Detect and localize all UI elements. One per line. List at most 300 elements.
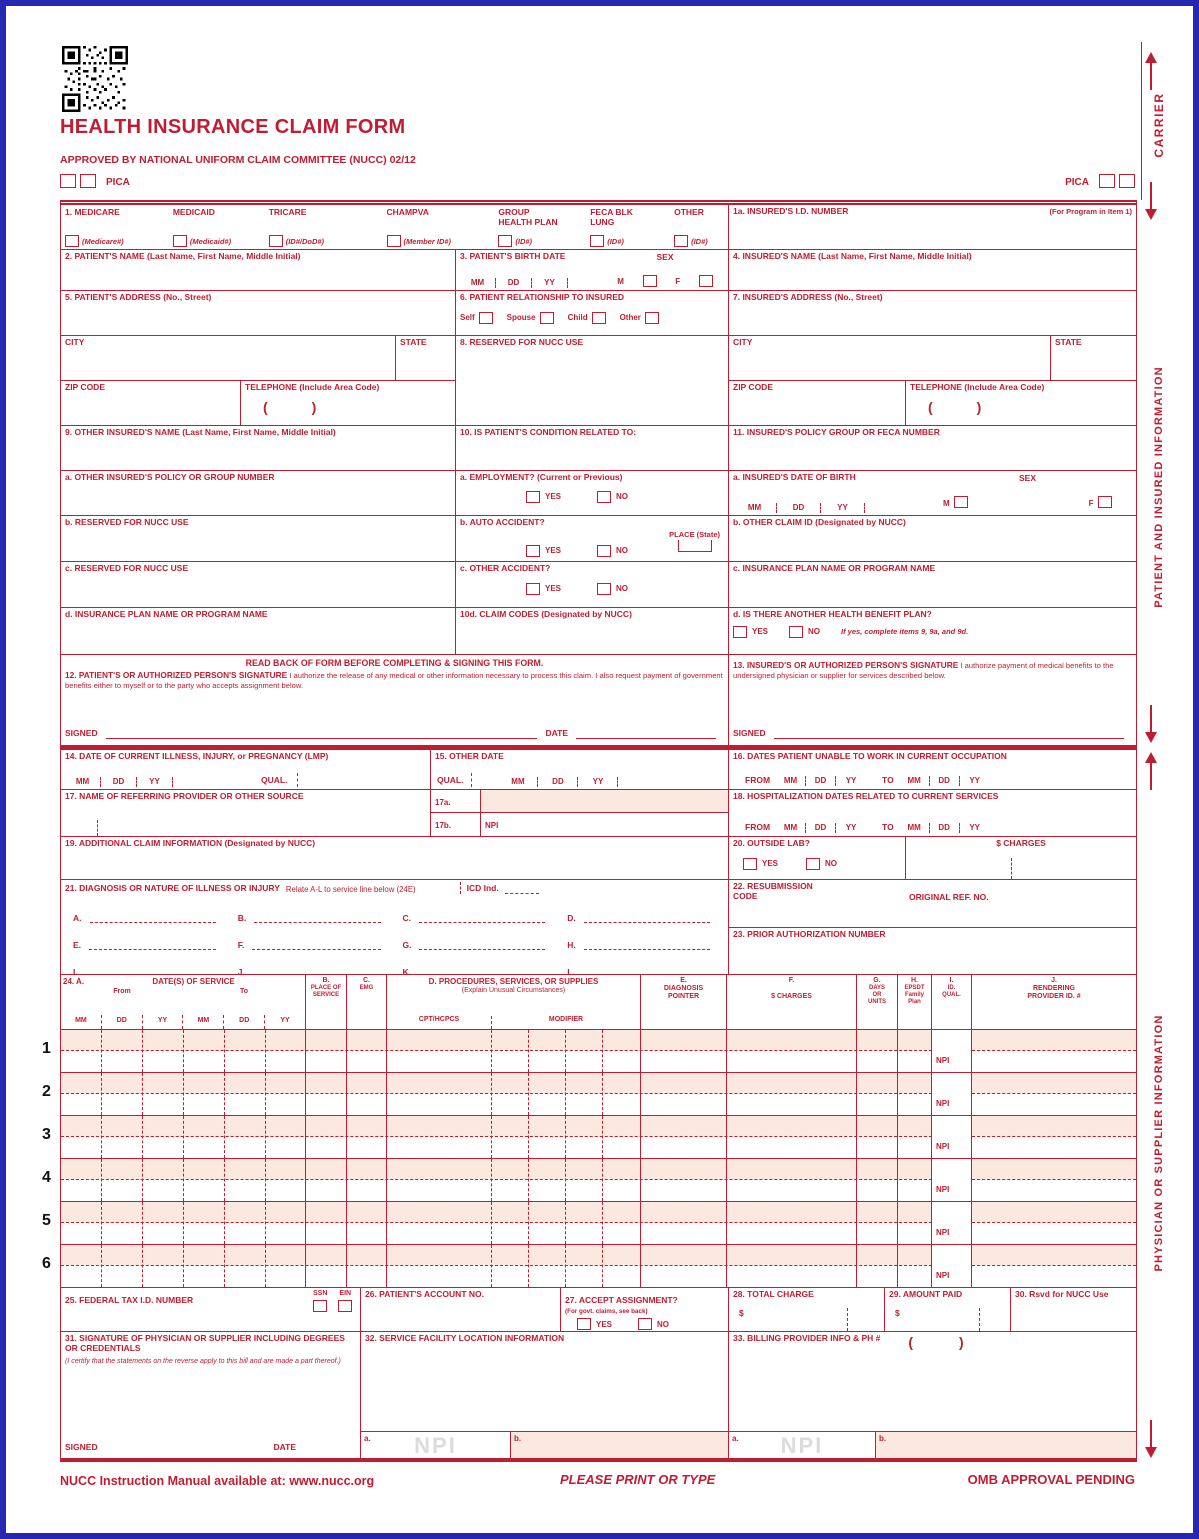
- box1-program-selection[interactable]: [61, 205, 729, 249]
- svc2-emg[interactable]: [347, 1073, 387, 1115]
- box25-federal-tax-id[interactable]: [61, 1288, 361, 1331]
- box6-relationship[interactable]: [456, 291, 729, 335]
- svc6-diagnosis-pointer[interactable]: [641, 1245, 727, 1287]
- outside-lab-area[interactable]: [729, 837, 906, 879]
- resubmission-code-label: CODE: [733, 890, 758, 901]
- box7-insured-address[interactable]: [729, 291, 1136, 335]
- svc6-modifier-3[interactable]: [566, 1245, 603, 1287]
- svc5-modifier-1[interactable]: [492, 1202, 529, 1244]
- claim-codes-label: 10d. CLAIM CODES (Designated by NUCC): [460, 609, 632, 619]
- insured-birthdate-dd-slot[interactable]: DD: [777, 503, 821, 513]
- work-from-mm-slot[interactable]: MM: [776, 776, 806, 786]
- svc1-date-dd-from[interactable]: [102, 1030, 143, 1072]
- svc2-diagnosis-pointer[interactable]: [641, 1073, 727, 1115]
- svc1-date-mm-from[interactable]: [61, 1030, 102, 1072]
- service-line-1[interactable]: [42, 1030, 1136, 1073]
- svc4-modifier-4[interactable]: [603, 1159, 641, 1201]
- svc1-place-of-service[interactable]: [306, 1030, 347, 1072]
- patient-account-label: 26. PATIENT'S ACCOUNT NO.: [365, 1289, 484, 1299]
- svc2-cpt-hcpcs[interactable]: [387, 1073, 492, 1115]
- feca-label: FECA BLK LUNG: [590, 207, 633, 227]
- svc6-date-yy-to[interactable]: [266, 1245, 306, 1287]
- relationship-other-checkbox[interactable]: [645, 312, 659, 324]
- other-benefit-no-checkbox[interactable]: [789, 626, 803, 638]
- ein-checkbox[interactable]: [338, 1300, 352, 1312]
- svc4-days-units[interactable]: [857, 1159, 898, 1201]
- th-rendering-provider: [972, 975, 1136, 1029]
- box4-insured-name[interactable]: [729, 250, 1136, 290]
- svc3-cpt-hcpcs[interactable]: [387, 1116, 492, 1158]
- svc3-date-yy-from[interactable]: [143, 1116, 184, 1158]
- diagnosis-l[interactable]: [559, 959, 724, 974]
- svc4-date-dd-from[interactable]: [102, 1159, 143, 1201]
- diagnosis-a[interactable]: [65, 905, 230, 923]
- work-from-yy-slot[interactable]: YY: [845, 776, 857, 785]
- svc1-emg[interactable]: [347, 1030, 387, 1072]
- box32-service-facility[interactable]: [361, 1332, 729, 1458]
- readback-notice: READ BACK OF FORM BEFORE COMPLETING & SIGNING THIS FORM.: [245, 658, 544, 668]
- other-program-checkbox[interactable]: [674, 235, 688, 247]
- box11-policy-group[interactable]: [729, 426, 1136, 470]
- icd-indicator-slot[interactable]: [505, 882, 539, 894]
- svc4-emg[interactable]: [347, 1159, 387, 1201]
- svc4-date-mm-to[interactable]: [184, 1159, 225, 1201]
- other-date-dd-slot[interactable]: DD: [538, 777, 578, 787]
- champva-sublabel: (Member ID#): [403, 236, 452, 246]
- svc5-rendering-provider-id[interactable]: [972, 1202, 1136, 1244]
- svc3-date-yy-to[interactable]: [266, 1116, 306, 1158]
- facility-b-label: b.: [514, 1434, 522, 1443]
- svc1-diagnosis-pointer[interactable]: [641, 1030, 727, 1072]
- other-accident-no-checkbox[interactable]: [597, 583, 611, 595]
- svc5-diagnosis-pointer[interactable]: [641, 1202, 727, 1244]
- svc4-diagnosis-pointer[interactable]: [641, 1159, 727, 1201]
- illness-dd-slot[interactable]: DD: [101, 777, 137, 787]
- patient-sex-m-label: M: [617, 276, 624, 286]
- box19-additional-claim-info[interactable]: [61, 837, 729, 879]
- patient-signature-date-line[interactable]: [576, 729, 716, 739]
- service-line-3[interactable]: [42, 1116, 1136, 1159]
- svc4-modifier-1[interactable]: [492, 1159, 529, 1201]
- box29-amount-paid[interactable]: [885, 1288, 1011, 1331]
- hosp-from-dd-slot[interactable]: DD: [806, 823, 836, 833]
- box9b-reserved[interactable]: [61, 516, 456, 561]
- service-npi-label: NPI: [936, 1228, 950, 1237]
- relationship-other-label: Other: [619, 313, 641, 323]
- svc6-cpt-hcpcs[interactable]: [387, 1245, 492, 1287]
- service-line-number: 5: [42, 1212, 51, 1229]
- svc6-date-mm-from[interactable]: [61, 1245, 102, 1287]
- svc3-date-dd-from[interactable]: [102, 1116, 143, 1158]
- box3-patient-birthdate[interactable]: [456, 250, 729, 290]
- patient-address-label: 5. PATIENT'S ADDRESS (No., Street): [65, 292, 212, 302]
- auto-accident-no-checkbox[interactable]: [597, 545, 611, 557]
- th-i-label: I.: [949, 977, 954, 984]
- svc6-epsdt[interactable]: [898, 1245, 932, 1287]
- tricare-checkbox[interactable]: [269, 235, 283, 247]
- svc6-date-dd-to[interactable]: [225, 1245, 266, 1287]
- group-health-checkbox[interactable]: [498, 235, 512, 247]
- box28-total-charge[interactable]: [729, 1288, 885, 1331]
- box9-other-insured-name[interactable]: [61, 426, 456, 470]
- box12-patient-signature[interactable]: [61, 655, 729, 745]
- dx-line[interactable]: [419, 949, 545, 950]
- insured-city-field[interactable]: [729, 336, 1051, 380]
- th-c-label: C.: [363, 977, 370, 984]
- pica-right-checkbox-1[interactable]: [1099, 174, 1115, 188]
- illness-yy-slot[interactable]: YY: [137, 777, 173, 787]
- box1a-insured-id[interactable]: [729, 205, 1136, 249]
- billing-npi-area[interactable]: [729, 1432, 876, 1458]
- box16-unable-to-work[interactable]: [729, 750, 1136, 789]
- svc5-epsdt[interactable]: [898, 1202, 932, 1244]
- svc5-cpt-hcpcs[interactable]: [387, 1202, 492, 1244]
- svc4-date-yy-to[interactable]: [266, 1159, 306, 1201]
- auto-accident-yes-checkbox[interactable]: [526, 545, 540, 557]
- svc4-modifier-3[interactable]: [566, 1159, 603, 1201]
- svc6-modifier-2[interactable]: [529, 1245, 566, 1287]
- svc6-place-of-service[interactable]: [306, 1245, 347, 1287]
- svc5-date-mm-from[interactable]: [61, 1202, 102, 1244]
- diagnosis-g[interactable]: [395, 932, 560, 950]
- work-to-yy-slot[interactable]: YY: [969, 776, 981, 785]
- svc6-emg[interactable]: [347, 1245, 387, 1287]
- employment-yes-checkbox[interactable]: [526, 491, 540, 503]
- box11d-other-benefit-plan[interactable]: [729, 608, 1136, 654]
- svc5-date-yy-to[interactable]: [266, 1202, 306, 1244]
- dx-line[interactable]: [584, 922, 710, 923]
- dx-line[interactable]: [584, 949, 710, 950]
- insured-name-label: 4. INSURED'S NAME (Last Name, First Name, Middle Initial): [733, 251, 972, 261]
- illness-mm-slot[interactable]: MM: [65, 777, 101, 787]
- ssn-checkbox[interactable]: [313, 1300, 327, 1312]
- svc4-rendering-provider-id[interactable]: [972, 1159, 1136, 1201]
- svc2-modifier-2[interactable]: [529, 1073, 566, 1115]
- champva-checkbox[interactable]: [387, 235, 401, 247]
- svc3-rendering-provider-id[interactable]: [972, 1116, 1136, 1158]
- svc5-modifier-4[interactable]: [603, 1202, 641, 1244]
- svc2-date-dd-from[interactable]: [102, 1073, 143, 1115]
- outside-lab-yes-checkbox[interactable]: [743, 858, 757, 870]
- svc6-rendering-provider-id[interactable]: [972, 1245, 1136, 1287]
- birthdate-mm-slot[interactable]: MM: [460, 278, 496, 288]
- facility-npi-area[interactable]: [361, 1432, 511, 1458]
- insured-zip-field[interactable]: [729, 381, 906, 426]
- svc2-date-mm-from[interactable]: [61, 1073, 102, 1115]
- svc1-id-qual[interactable]: [932, 1030, 972, 1072]
- work-to-dd-slot[interactable]: DD: [930, 776, 960, 786]
- dx-line[interactable]: [90, 922, 216, 923]
- row-other-insured: [61, 426, 1136, 471]
- svc5-date-yy-from[interactable]: [143, 1202, 184, 1244]
- diagnosis-k[interactable]: [395, 959, 560, 974]
- work-to-mm-slot[interactable]: MM: [900, 776, 930, 786]
- patient-signature-title: 12. PATIENT'S OR AUTHORIZED PERSON'S SIGNATURE: [65, 670, 288, 680]
- box2-patient-name[interactable]: [61, 250, 456, 290]
- svc5-charges[interactable]: [727, 1202, 857, 1244]
- patient-state-field[interactable]: [396, 336, 456, 380]
- service-line-6[interactable]: [42, 1245, 1136, 1288]
- th-f-label: F.: [788, 977, 795, 984]
- svc3-diagnosis-pointer[interactable]: [641, 1116, 727, 1158]
- svc5-place-of-service[interactable]: [306, 1202, 347, 1244]
- svc3-modifier-3[interactable]: [566, 1116, 603, 1158]
- insured-sex-female-checkbox[interactable]: [1098, 496, 1112, 508]
- billing-a-label: a.: [732, 1434, 739, 1443]
- box9d-insurance-plan[interactable]: [61, 608, 456, 654]
- amount-paid-label: 29. AMOUNT PAID: [889, 1289, 963, 1299]
- svc3-modifier-2[interactable]: [529, 1116, 566, 1158]
- svc2-date-dd-to[interactable]: [225, 1073, 266, 1115]
- svc3-days-units[interactable]: [857, 1116, 898, 1158]
- feca-checkbox[interactable]: [590, 235, 604, 247]
- relationship-child-checkbox[interactable]: [592, 312, 606, 324]
- other-date-yy-slot[interactable]: YY: [578, 777, 618, 787]
- box10a-employment[interactable]: [456, 471, 729, 515]
- svc3-emg[interactable]: [347, 1116, 387, 1158]
- patient-phone-field[interactable]: [241, 381, 456, 426]
- svc1-modifier-3[interactable]: [566, 1030, 603, 1072]
- svc4-cpt-hcpcs[interactable]: [387, 1159, 492, 1201]
- diagnosis-c[interactable]: [395, 905, 560, 923]
- svc5-date-dd-to[interactable]: [225, 1202, 266, 1244]
- insured-address-label: 7. INSURED'S ADDRESS (No., Street): [733, 292, 883, 302]
- facility-other-id-area[interactable]: [511, 1432, 728, 1458]
- svc4-date-yy-from[interactable]: [143, 1159, 184, 1201]
- box14-current-illness[interactable]: [61, 750, 431, 789]
- box10b-auto-accident[interactable]: [456, 516, 729, 561]
- row-referring-provider: [61, 790, 1136, 837]
- svc4-charges[interactable]: [727, 1159, 857, 1201]
- th-days-units: [857, 975, 898, 1029]
- svc1-charges[interactable]: [727, 1030, 857, 1072]
- svc2-date-mm-to[interactable]: [184, 1073, 225, 1115]
- diagnosis-d[interactable]: [559, 905, 724, 923]
- svc1-date-mm-to[interactable]: [184, 1030, 225, 1072]
- box17-referring-provider[interactable]: [61, 790, 431, 836]
- diagnosis-h[interactable]: [559, 932, 724, 950]
- other-date-label: 15. OTHER DATE: [435, 751, 504, 761]
- svc2-rendering-provider-id[interactable]: [972, 1073, 1136, 1115]
- dx-line[interactable]: [419, 922, 545, 923]
- svc2-charges[interactable]: [727, 1073, 857, 1115]
- service-line-5[interactable]: [42, 1202, 1136, 1245]
- svc6-date-mm-to[interactable]: [184, 1245, 225, 1287]
- insured-birthdate-yy-slot[interactable]: YY: [821, 503, 865, 513]
- additional-claim-label: 19. ADDITIONAL CLAIM INFORMATION (Designated by NUCC): [65, 838, 316, 848]
- svc6-date-yy-from[interactable]: [143, 1245, 184, 1287]
- box15-other-date[interactable]: [431, 750, 729, 789]
- box18-hospitalization[interactable]: [729, 790, 1136, 836]
- insured-phone-field[interactable]: [906, 381, 1136, 426]
- svc2-date-yy-from[interactable]: [143, 1073, 184, 1115]
- patient-signature-line[interactable]: [106, 729, 538, 739]
- box11c-insurance-plan[interactable]: [729, 562, 1136, 607]
- dx-line[interactable]: [252, 949, 380, 950]
- svc4-date-mm-from[interactable]: [61, 1159, 102, 1201]
- svc4-id-qual[interactable]: [932, 1159, 972, 1201]
- svc5-id-qual[interactable]: [932, 1202, 972, 1244]
- box10-condition-related[interactable]: [456, 426, 729, 470]
- service-line-2[interactable]: [42, 1073, 1136, 1116]
- svc2-days-units[interactable]: [857, 1073, 898, 1115]
- box11a-insured-birthdate[interactable]: [729, 471, 1136, 515]
- box23-prior-auth[interactable]: [729, 928, 1136, 974]
- box33-billing-provider[interactable]: [729, 1332, 1136, 1458]
- dashed-divider: [1011, 858, 1012, 879]
- svc6-days-units[interactable]: [857, 1245, 898, 1287]
- service-line-4[interactable]: [42, 1159, 1136, 1202]
- outside-lab-no-checkbox[interactable]: [806, 858, 820, 870]
- employment-no-checkbox[interactable]: [597, 491, 611, 503]
- svc1-date-yy-to[interactable]: [266, 1030, 306, 1072]
- svc2-modifier-1[interactable]: [492, 1073, 529, 1115]
- svc5-date-mm-to[interactable]: [184, 1202, 225, 1244]
- svc5-modifier-3[interactable]: [566, 1202, 603, 1244]
- billing-b-label: b.: [879, 1434, 887, 1443]
- box27-accept-assignment[interactable]: [561, 1288, 729, 1331]
- pica-left-checkbox-1[interactable]: [60, 174, 76, 188]
- box13-insured-signature[interactable]: [729, 655, 1136, 745]
- svc2-id-qual[interactable]: [932, 1073, 972, 1115]
- service-npi-label: NPI: [936, 1142, 950, 1151]
- other-date-mm-slot[interactable]: MM: [498, 777, 538, 787]
- pica-left-checkbox-2[interactable]: [80, 174, 96, 188]
- svc6-modifier-4[interactable]: [603, 1245, 641, 1287]
- insured-birthdate-mm-slot[interactable]: MM: [733, 503, 777, 513]
- th-charges-label: $ CHARGES: [771, 993, 812, 1000]
- box31-physician-signature[interactable]: [61, 1332, 361, 1458]
- insured-signature-line[interactable]: [774, 729, 1124, 739]
- th-24a-label: 24. A.: [63, 977, 85, 986]
- svc1-rendering-provider-id[interactable]: [972, 1030, 1136, 1072]
- svc4-date-dd-to[interactable]: [225, 1159, 266, 1201]
- svc3-modifier-4[interactable]: [603, 1116, 641, 1158]
- svc3-date-mm-to[interactable]: [184, 1116, 225, 1158]
- svc4-epsdt[interactable]: [898, 1159, 932, 1201]
- box9a-other-policy[interactable]: [61, 471, 456, 515]
- box10d-claim-codes[interactable]: [456, 608, 729, 654]
- svc2-modifier-3[interactable]: [566, 1073, 603, 1115]
- medicare-checkbox[interactable]: [65, 235, 79, 247]
- svc5-days-units[interactable]: [857, 1202, 898, 1244]
- total-charge-dollar: $: [739, 1307, 744, 1318]
- svc2-date-yy-to[interactable]: [266, 1073, 306, 1115]
- box8-reserved-nucc[interactable]: [456, 336, 729, 425]
- svc1-cpt-hcpcs[interactable]: [387, 1030, 492, 1072]
- patient-zip-field[interactable]: [61, 381, 241, 426]
- svc1-date-dd-to[interactable]: [225, 1030, 266, 1072]
- box26-patient-account[interactable]: [361, 1288, 561, 1331]
- side-band-line: [1141, 42, 1142, 200]
- hosp-from-mm-slot[interactable]: MM: [776, 823, 806, 833]
- svc1-modifier-1[interactable]: [492, 1030, 529, 1072]
- svc3-modifier-1[interactable]: [492, 1116, 529, 1158]
- billing-other-id-area[interactable]: [876, 1432, 1136, 1458]
- svc1-modifier-2[interactable]: [529, 1030, 566, 1072]
- svc5-modifier-2[interactable]: [529, 1202, 566, 1244]
- diagnosis-j[interactable]: [230, 959, 395, 974]
- svc6-id-qual[interactable]: [932, 1245, 972, 1287]
- medicaid-checkbox[interactable]: [173, 235, 187, 247]
- label-17b: 17b.: [435, 821, 452, 830]
- diagnosis-i[interactable]: [65, 959, 230, 974]
- work-from-dd-slot[interactable]: DD: [806, 776, 836, 786]
- svc5-date-dd-from[interactable]: [102, 1202, 143, 1244]
- hosp-from-yy-slot[interactable]: YY: [845, 823, 857, 832]
- accept-assignment-yes-checkbox[interactable]: [577, 1318, 591, 1330]
- other-benefit-yes-checkbox[interactable]: [733, 626, 747, 638]
- svc4-place-of-service[interactable]: [306, 1159, 347, 1201]
- svc6-date-dd-from[interactable]: [102, 1245, 143, 1287]
- accept-assignment-no-checkbox[interactable]: [638, 1318, 652, 1330]
- relationship-spouse-checkbox[interactable]: [540, 312, 554, 324]
- diagnosis-b[interactable]: [230, 905, 395, 923]
- svc3-date-dd-to[interactable]: [225, 1116, 266, 1158]
- box30-reserved[interactable]: [1011, 1288, 1136, 1331]
- box10c-other-accident[interactable]: [456, 562, 729, 607]
- dx-line[interactable]: [254, 922, 380, 923]
- patient-sex-female-checkbox[interactable]: [699, 275, 713, 287]
- dx-line[interactable]: [89, 949, 216, 950]
- svc3-id-qual[interactable]: [932, 1116, 972, 1158]
- dx-letter: I.: [73, 967, 78, 974]
- svc3-epsdt[interactable]: [898, 1116, 932, 1158]
- svc4-modifier-2[interactable]: [529, 1159, 566, 1201]
- hosp-to-mm-slot[interactable]: MM: [900, 823, 930, 833]
- patient-city-field[interactable]: [61, 336, 396, 380]
- pica-right-checkbox-2[interactable]: [1119, 174, 1135, 188]
- svc5-emg[interactable]: [347, 1202, 387, 1244]
- svc1-modifier-4[interactable]: [603, 1030, 641, 1072]
- birthdate-dd-slot[interactable]: DD: [496, 278, 532, 288]
- place-state-slot[interactable]: [678, 540, 712, 552]
- program-tricare: [269, 207, 387, 247]
- diagnosis-e[interactable]: [65, 932, 230, 950]
- box17a-other-id-value[interactable]: [481, 790, 729, 812]
- svc2-modifier-4[interactable]: [603, 1073, 641, 1115]
- relationship-self-checkbox[interactable]: [479, 312, 493, 324]
- box11b-other-claim-id[interactable]: [729, 516, 1136, 561]
- birthdate-yy-slot[interactable]: YY: [532, 278, 568, 288]
- svc6-charges[interactable]: [727, 1245, 857, 1287]
- insured-state-field[interactable]: [1051, 336, 1136, 380]
- other-accident-yes-checkbox[interactable]: [526, 583, 540, 595]
- svc1-date-yy-from[interactable]: [143, 1030, 184, 1072]
- svc2-epsdt[interactable]: [898, 1073, 932, 1115]
- svc6-modifier-1[interactable]: [492, 1245, 529, 1287]
- outside-lab-charges-area[interactable]: [906, 837, 1136, 879]
- box9c-reserved[interactable]: [61, 562, 456, 607]
- svc1-days-units[interactable]: [857, 1030, 898, 1072]
- svc3-date-mm-from[interactable]: [61, 1116, 102, 1158]
- dashed-divider: [97, 820, 98, 836]
- box5-patient-address[interactable]: [61, 291, 456, 335]
- box17b-npi-value[interactable]: [481, 813, 729, 836]
- svc3-charges[interactable]: [727, 1116, 857, 1158]
- patient-sex-male-checkbox[interactable]: [643, 275, 657, 287]
- svc3-place-of-service[interactable]: [306, 1116, 347, 1158]
- hosp-to-dd-slot[interactable]: DD: [930, 823, 960, 833]
- box21-diagnosis[interactable]: [61, 880, 729, 974]
- svc2-place-of-service[interactable]: [306, 1073, 347, 1115]
- insured-sex-male-checkbox[interactable]: [954, 496, 968, 508]
- diagnosis-f[interactable]: [230, 932, 395, 950]
- hosp-to-yy-slot[interactable]: YY: [969, 823, 981, 832]
- th-mm: MM: [61, 1015, 102, 1029]
- box22-resubmission[interactable]: [729, 880, 1136, 927]
- svc1-epsdt[interactable]: [898, 1030, 932, 1072]
